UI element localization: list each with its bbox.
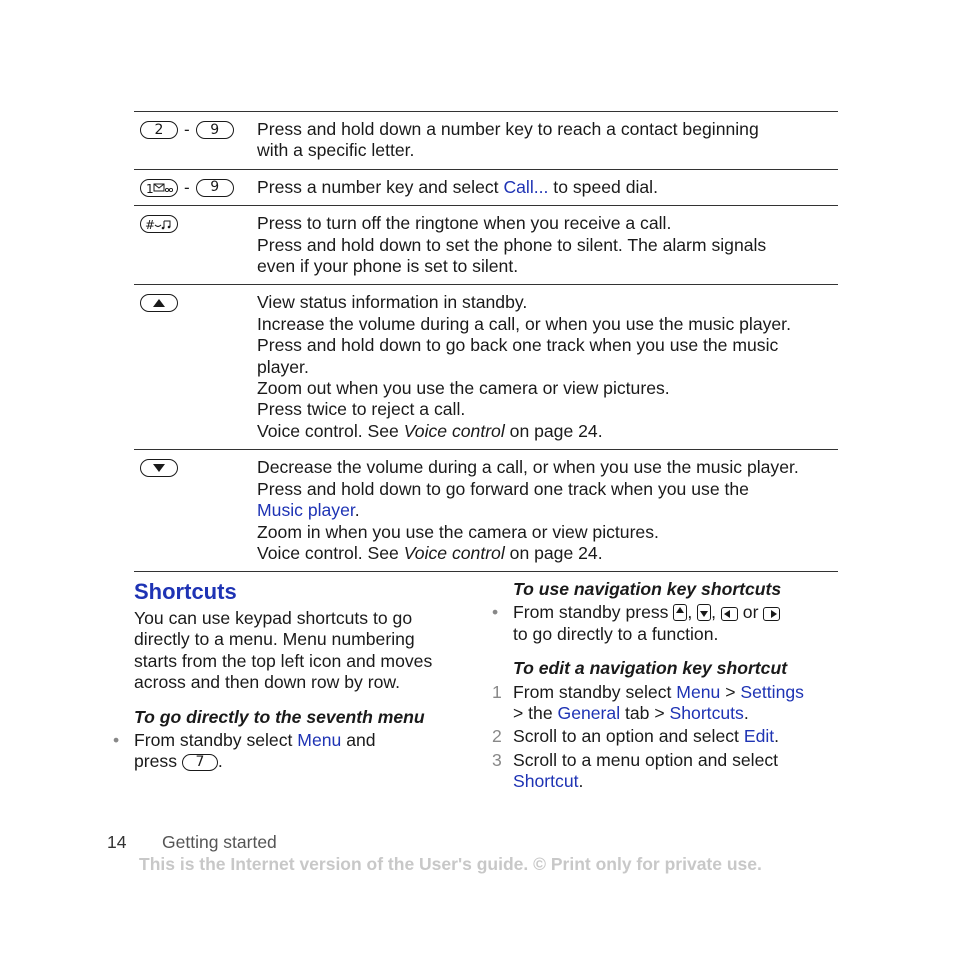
- key-cell: [134, 213, 257, 277]
- voice-control-ref: Voice control: [403, 542, 505, 563]
- step-text: ,: [711, 602, 721, 623]
- step-text: or: [737, 602, 764, 623]
- edit-link: Edit: [743, 726, 775, 747]
- footer-section-title: Getting started: [162, 832, 277, 852]
- desc-line: Press to turn off the ringtone when you receive a call.: [257, 213, 672, 234]
- nav-down-icon: [697, 604, 711, 621]
- desc-line: [257, 500, 838, 521]
- key-description: [257, 119, 838, 162]
- desc-line: Press and hold down a number key to reach a contact beginning: [257, 119, 759, 139]
- shortcuts-heading: Shortcuts: [134, 579, 237, 604]
- desc-line: View status information in standby.: [257, 292, 528, 313]
- desc-text: Voice control. See: [257, 542, 404, 563]
- key-1-voicemail-icon: [140, 179, 178, 197]
- edit-nav-title: To edit a navigation key shortcut: [513, 658, 788, 679]
- use-nav-title: To use navigation key shortcuts: [513, 579, 782, 599]
- key-cell: [134, 292, 257, 442]
- key-description: [257, 177, 838, 198]
- navigation-shortcuts-section: [492, 579, 837, 793]
- step-text: tab >: [620, 703, 670, 724]
- page-number: 14: [107, 832, 127, 852]
- key-2-icon: 2: [140, 121, 178, 139]
- intro-line: directly to a menu. Menu numbering: [134, 629, 415, 650]
- step-text: Scroll to a menu option and select: [513, 749, 779, 770]
- key-cell: [134, 119, 257, 162]
- step-text: to go directly to a function.: [513, 623, 719, 644]
- desc-line: player.: [257, 356, 309, 377]
- desc-text: Press a number key and select: [257, 176, 504, 197]
- key-description: [257, 457, 838, 564]
- key-cell: [134, 457, 257, 564]
- intro-line: starts from the top left icon and moves: [134, 650, 433, 671]
- volume-down-icon: [140, 459, 178, 477]
- key-table: [134, 111, 838, 572]
- nav-right-icon: [763, 607, 780, 621]
- voice-control-ref: Voice control: [403, 420, 505, 441]
- step-text: .: [743, 703, 749, 724]
- key-row-volume-up: [134, 285, 838, 450]
- nav-up-icon: [673, 604, 687, 621]
- footer-disclaimer: This is the Internet version of the User's guide. © Print only for private use.: [139, 854, 762, 874]
- step-text: .: [217, 751, 223, 772]
- step-text: From standby select: [513, 681, 677, 702]
- desc-line: Press twice to reject a call.: [257, 399, 466, 420]
- step-text: > the: [513, 703, 558, 724]
- seventh-menu-title: To go directly to the seventh menu: [134, 706, 425, 727]
- bullet-icon: •: [492, 602, 499, 623]
- desc-line: Decrease the volume during a call, or when you use the music player.: [257, 457, 799, 478]
- step-text: .: [578, 771, 584, 792]
- intro-line: across and then down row by row.: [134, 672, 401, 693]
- range-dash: -: [184, 120, 190, 139]
- bullet-icon: •: [113, 730, 120, 751]
- desc-line: [257, 543, 838, 564]
- key-description: [257, 292, 838, 442]
- shortcuts-section: [113, 579, 464, 773]
- menu-link: Menu: [297, 730, 342, 751]
- key-9-icon: 9: [196, 121, 234, 139]
- call-link: Call...: [503, 176, 549, 197]
- key-cell: [134, 177, 257, 198]
- key-9-icon: 9: [196, 179, 234, 197]
- desc-line: Press and hold down to go forward one track when you use the: [257, 478, 749, 499]
- menu-link: Menu: [676, 681, 721, 702]
- use-nav-step: [492, 602, 837, 645]
- desc-line: with a specific letter.: [257, 140, 415, 161]
- key-row-volume-down: [134, 450, 838, 572]
- step-text: ,: [687, 602, 698, 623]
- key-description: [257, 213, 838, 277]
- desc-line: Zoom out when you use the camera or view pictures.: [257, 378, 670, 399]
- step-number: 2: [492, 726, 502, 747]
- settings-link: Settings: [740, 681, 804, 702]
- step-number: 3: [492, 749, 502, 770]
- step-text: From standby press: [513, 602, 674, 623]
- shortcuts-link: Shortcuts: [669, 703, 744, 724]
- edit-step-2: [492, 726, 837, 747]
- key-row-hash: [134, 206, 838, 285]
- desc-text: Voice control. See: [257, 420, 404, 441]
- desc-text: to speed dial.: [548, 176, 658, 197]
- desc-text: .: [354, 500, 360, 521]
- key-row-2-9: [134, 112, 838, 170]
- step-text: Scroll to an option and select: [513, 726, 744, 747]
- key-hash-silent-icon: [140, 215, 178, 233]
- edit-step-3: [492, 750, 837, 793]
- edit-step-1: [492, 682, 837, 725]
- desc-line: Increase the volume during a call, or when you use the music player.: [257, 313, 791, 334]
- step-text: .: [774, 726, 780, 747]
- desc-line: [257, 177, 838, 198]
- shortcuts-intro: [134, 608, 464, 694]
- desc-line: Press and hold down to set the phone to silent. The alarm signals: [257, 234, 767, 255]
- svg-text:#: #: [145, 218, 156, 231]
- music-player-link: Music player: [257, 500, 355, 521]
- desc-line: Zoom in when you use the camera or view pictures.: [257, 521, 659, 542]
- intro-line: You can use keypad shortcuts to go: [134, 608, 413, 628]
- step-number: 1: [492, 681, 502, 702]
- step-text: From standby select: [134, 730, 298, 751]
- seventh-menu-step: [113, 730, 464, 773]
- svg-text:1: 1: [146, 181, 154, 194]
- desc-text: on page 24.: [504, 420, 603, 441]
- step-text: and: [341, 730, 376, 751]
- desc-line: [257, 421, 838, 442]
- volume-up-icon: [140, 294, 178, 312]
- desc-line: even if your phone is set to silent.: [257, 256, 519, 277]
- general-link: General: [557, 703, 621, 724]
- key-row-1-9: [134, 170, 838, 206]
- desc-text: on page 24.: [504, 542, 603, 563]
- range-dash: -: [184, 177, 190, 197]
- key-7-icon: 7: [182, 754, 218, 771]
- desc-line: Press and hold down to go back one track when you use the music: [257, 335, 779, 356]
- shortcut-link: Shortcut: [513, 771, 579, 792]
- step-text: >: [720, 681, 741, 702]
- step-text: press: [134, 751, 178, 772]
- nav-left-icon: [721, 607, 738, 621]
